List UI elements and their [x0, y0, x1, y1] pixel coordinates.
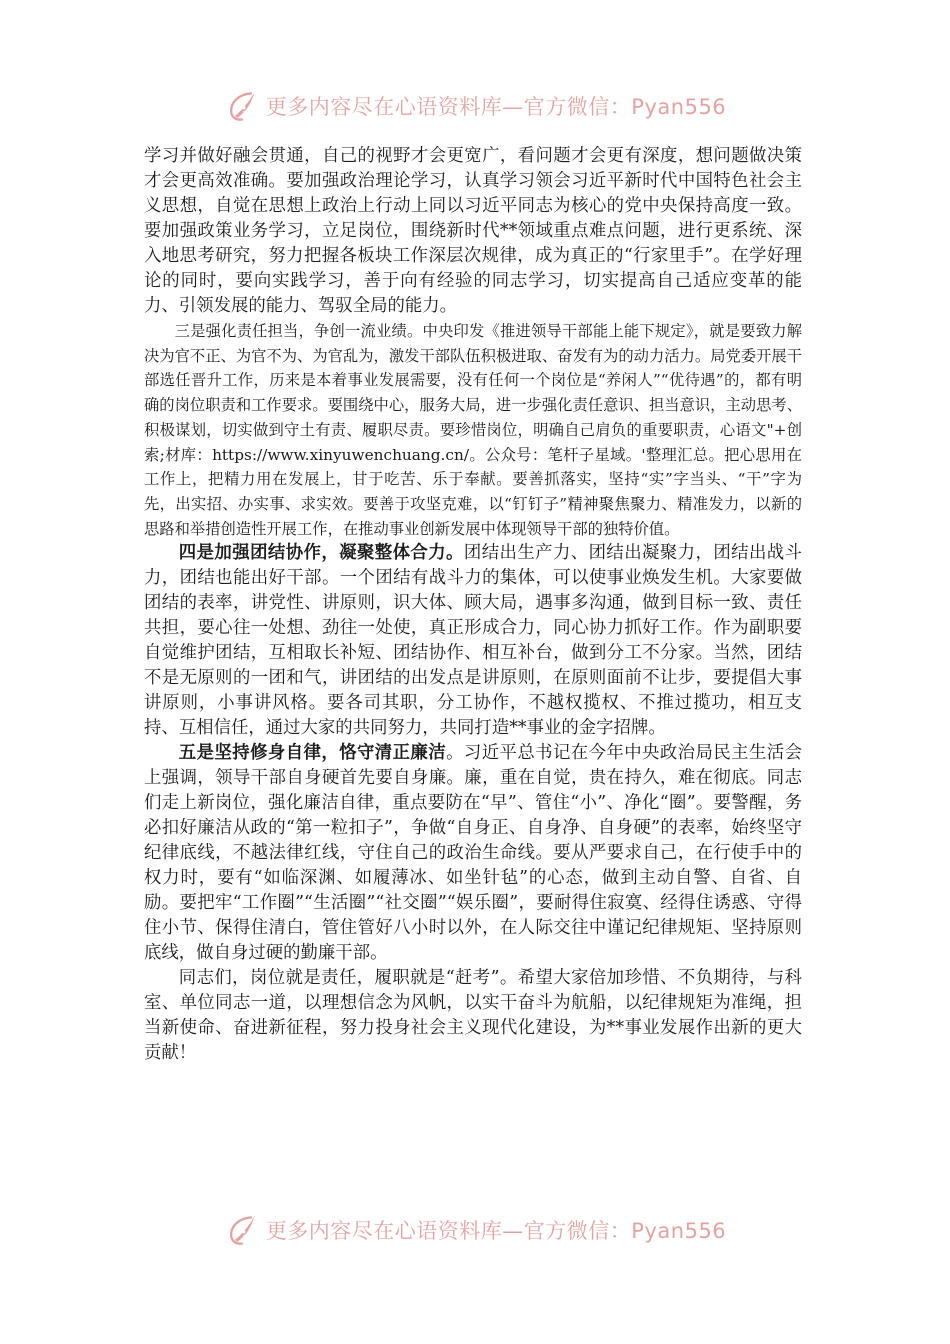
paragraph-2 [144, 319, 802, 541]
header-banner [0, 86, 950, 126]
footer-banner [0, 1210, 950, 1250]
paragraph-5 [144, 966, 802, 1066]
paragraph-2-text: 三是强化责任担当，争创一流业绩。中央印发《推进领导干部能上能下规定》，就是要致力解决为官不正、为官不为、为官乱为，激发干部队伍积极进取、奋发有为的动力活力。局党委开展干部选任晋升工作，历来是本着事业发展需要，没有任何一个岗位是“养闲人”“优待遇”的，都有明确的岗位职责和工作要求。要围绕中心，服务大局，进一步强化责任意识、担当意识，主动思考、积极谋划，切实做到守土有责、履职尽责。要珍惜岗位，明确自己肩负的重要职责，心语文"+创索;材库：https://www.xinyuwenchuang.cn/。公众号：笔杆子星域。'整理汇总。把心思用在工作上，把精力用在发展上，甘于吃苦、乐于奉献。要善抓落实，坚持“实”字当头、“干”字为先，出实招、办实事、求实效。要善于攻坚克难，以“钉钉子”精神聚焦聚力、精准发力，以新的思路和举措创造性开展工作，在推动事业创新发展中体现领导干部的独特价值。 [144, 322, 802, 538]
paragraph-1-text: 学习并做好融会贯通，自己的视野才会更宽广，看问题才会更有深度，想问题做决策才会更高效准确。要加强政治理论学习，认真学习领会习近平新时代中国特色社会主义思想，自觉在思想上政治上行动上同以习近平同志为核心的党中央保持高度一致。要加强政策业务学习，立足岗位，围绕新时代**领域重点难点问题，进行更系统、深入地思考研究，努力把握各板块工作深层次规律，成为真正的“行家里手”。在学好理论的同时，要向实践学习，善于向有经验的同志学习，切实提高自己适应变革的能力、引领发展的能力、驾驭全局的能力。 [144, 146, 802, 316]
paragraph-4 [144, 741, 802, 966]
document-body [144, 144, 802, 1066]
paragraph-4-text: 。习近平总书记在今年中央政治局民主生活会上强调，领导干部自身硬首先要自身廉。廉，重在自觉，贵在持久，难在彻底。同志们走上新岗位，强化廉洁自律，重点要防在“早”、管住“小”、净化“圈”。要警醒，务必扣好廉洁从政的“第一粒扣子”，争做“自身正、自身净、自身硬”的表率，始终坚守纪律底线，不越法律红线，守住自己的政治生命线。要从严要求自己，在行使手中的权力时，要有“如临深渊、如履薄冰、如坐针毡”的心态，做到主动自警、自省、自励。要把牢“工作圈”“生活圈”“社交圈”“娱乐圈”，要耐得住寂寞、经得住诱惑、守得住小节、保得住清白，管住管好八小时以外，在人际交往中谨记纪律规矩、坚持原则底线，做自身过硬的勤廉干部。 [144, 743, 802, 964]
paragraph-5-text: 同志们，岗位就是责任，履职就是“赶考”。希望大家倍加珍惜、不负期待，与科室、单位同志一道，以理想信念为风帆，以实干奋斗为航船，以纪律规矩为准绳，担当新使命、奋进新征程，努力投身社会主义现代化建设，为**事业发展作出新的更大贡献！ [144, 968, 802, 1064]
paragraph-3-heading: 四是加强团结协作，凝聚整体合力。 [178, 543, 464, 564]
pen-nib-logo-icon [224, 88, 260, 124]
banner-text: 更多内容尽在心语资料库—官方微信：Pyan556 [265, 1219, 727, 1243]
banner-text: 更多内容尽在心语资料库—官方微信：Pyan556 [265, 95, 727, 119]
paragraph-3 [144, 541, 802, 741]
paragraph-3-text: 团结出生产力、团结出凝聚力，团结出战斗力，团结也能出好干部。一个团结有战斗力的集体，可以使事业焕发生机。大家要做团结的表率，讲党性、讲原则，识大体、顾大局，遇事多沟通，做到目标一致、责任共担，要心往一处想、劲往一处使，真正形成合力，同心协力抓好工作。作为副职要自觉维护团结，互相取长补短、团结协作、相互补台，做到分工不分家。当然，团结不是无原则的一团和气，讲团结的出发点是讲原则，在原则面前不让步，要提倡大事讲原则，小事讲风格。要各司其职，分工协作，不越权揽权、不推过揽功，相互支持、互相信任，通过大家的共同努力，共同打造**事业的金字招牌。 [144, 543, 802, 739]
pen-nib-logo-icon [224, 1212, 260, 1248]
paragraph-4-heading: 五是坚持修身自律，恪守清正廉洁 [178, 743, 447, 764]
paragraph-1 [144, 144, 802, 319]
